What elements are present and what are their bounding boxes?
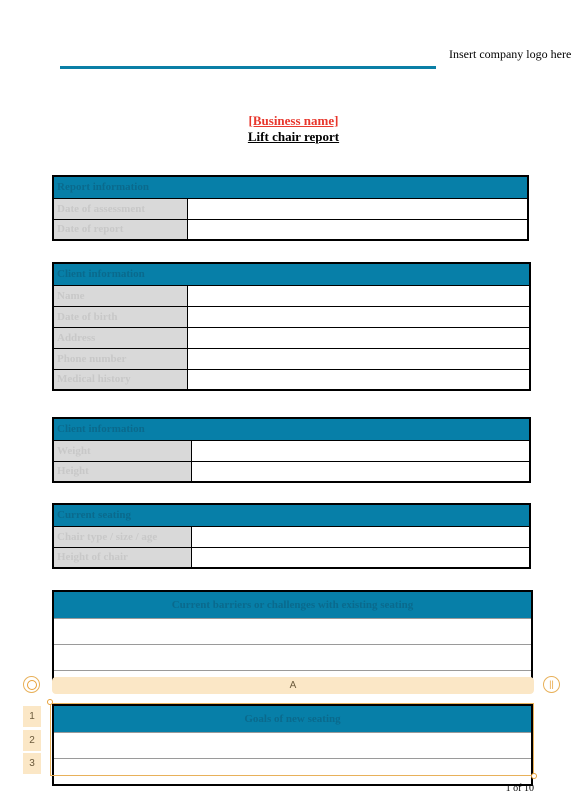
- selection-corner-handle[interactable]: [47, 699, 53, 705]
- label-height-of-chair: Height of chair: [53, 547, 191, 568]
- business-name[interactable]: [Business name]: [248, 113, 339, 128]
- report-information-table[interactable]: [52, 175, 529, 241]
- barriers-table[interactable]: [52, 590, 533, 689]
- label-height: Height: [53, 461, 191, 482]
- label-date-of-report: Date of report: [53, 219, 187, 240]
- label-medical-history: Medical history: [53, 369, 187, 390]
- field-weight[interactable]: [191, 440, 530, 461]
- column-selector-a[interactable]: A: [52, 677, 534, 694]
- barriers-row[interactable]: [53, 619, 532, 645]
- report-title: Lift chair report: [247, 129, 340, 144]
- current-seating-table[interactable]: [52, 503, 531, 569]
- page-indicator: 1 of 10: [505, 783, 534, 794]
- table-left-handle[interactable]: [23, 676, 40, 693]
- label-weight: Weight: [53, 440, 191, 461]
- report-information-heading: Report information: [53, 176, 528, 198]
- field-date-of-birth[interactable]: [187, 306, 530, 327]
- field-date-of-report[interactable]: [187, 219, 528, 240]
- label-phone-number: Phone number: [53, 348, 187, 369]
- row-selector-3[interactable]: 3: [23, 753, 41, 774]
- label-name: Name: [53, 285, 187, 306]
- field-address[interactable]: [187, 327, 530, 348]
- client-information-table[interactable]: [52, 262, 531, 391]
- current-seating-heading: Current seating: [53, 504, 530, 526]
- label-date-of-assessment: Date of assessment: [53, 198, 187, 219]
- field-name[interactable]: [187, 285, 530, 306]
- goals-heading: Goals of new seating: [53, 705, 532, 733]
- client-information-heading: Client information: [53, 263, 530, 285]
- field-phone-number[interactable]: [187, 348, 530, 369]
- goals-row[interactable]: [53, 759, 532, 786]
- company-logo-placeholder: Insert company logo here: [449, 47, 572, 61]
- field-date-of-assessment[interactable]: [187, 198, 528, 219]
- label-chair-type: Chair type / size / age: [53, 526, 191, 547]
- field-medical-history[interactable]: [187, 369, 530, 390]
- goals-row[interactable]: [53, 733, 532, 759]
- table-right-handle[interactable]: ||: [543, 676, 560, 693]
- barriers-row[interactable]: [53, 645, 532, 671]
- field-height-of-chair[interactable]: [191, 547, 530, 568]
- label-date-of-birth: Date of birth: [53, 306, 187, 327]
- selection-corner-handle[interactable]: [531, 773, 537, 779]
- client-measurements-table[interactable]: [52, 417, 531, 483]
- row-selector-1[interactable]: 1: [23, 706, 41, 727]
- goals-table[interactable]: [52, 704, 533, 786]
- field-chair-type[interactable]: [191, 526, 530, 547]
- barriers-heading: Current barriers or challenges with existing seating: [53, 591, 532, 619]
- label-address: Address: [53, 327, 187, 348]
- client-measurements-heading: Client information: [53, 418, 530, 440]
- header-rule: [60, 66, 436, 69]
- field-height[interactable]: [191, 461, 530, 482]
- row-selector-2[interactable]: 2: [23, 730, 41, 751]
